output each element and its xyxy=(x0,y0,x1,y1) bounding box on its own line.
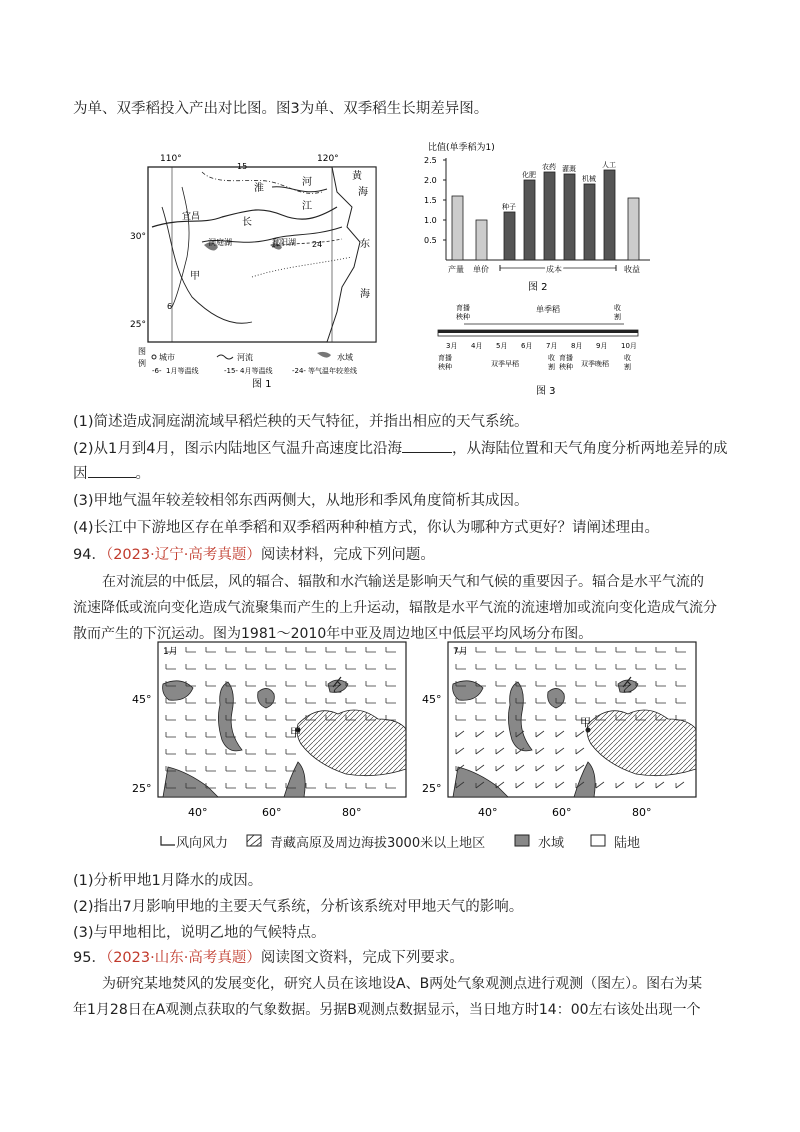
place-hai-1: 海 xyxy=(358,187,368,198)
month-label: 7月 xyxy=(546,342,558,350)
legend-land: 陆地 xyxy=(614,836,641,851)
legend-annual: 等气温年较差线 xyxy=(308,367,357,375)
jan-lon-40: 40° xyxy=(188,806,208,819)
jan-lon-60: 60° xyxy=(262,806,282,819)
jul-lon-80: 80° xyxy=(632,806,652,819)
q93-1: (1)简述造成洞庭湖流域早稻烂秧的天气特征，并指出相应的天气系统。 xyxy=(73,414,529,430)
lat-label-30: 30° xyxy=(130,232,146,242)
q95-header: 95．（2023·山东·高考真题）阅读图文资料，完成下列要求。 xyxy=(73,950,464,966)
legend-code-24: -24- xyxy=(292,367,306,375)
double-sow1-2: 秧种 xyxy=(438,363,452,371)
month-label: 5月 xyxy=(496,342,508,350)
single-sow-2: 秧种 xyxy=(456,313,470,321)
month-label: 10月 xyxy=(621,342,637,350)
legend-plateau: 青藏高原及周边海拔3000米以上地区 xyxy=(270,836,486,851)
q94-q2: (2)指出7月影响甲地的主要天气系统，分析该系统对甲地天气的影响。 xyxy=(73,899,524,915)
place-chang: 长 xyxy=(242,217,252,228)
figure-1-map xyxy=(130,147,392,390)
bar-label: 化肥 xyxy=(522,171,536,179)
place-dong: 东 xyxy=(360,239,370,250)
q93-2: (2)从1月到4月，图示内陆地区气温升高速度比沿海 ，从海陆位置和天气角度分析两地差异的成 xyxy=(73,441,728,457)
bar-label: 机械 xyxy=(582,175,596,183)
lon-label-120: 120° xyxy=(317,154,339,164)
double-sow1-1: 育播 xyxy=(438,354,452,362)
q93-3: (3)甲地气温年较差较相邻东西两侧大，从地形和季风角度简析其成因。 xyxy=(73,493,529,509)
jan-lon-80: 80° xyxy=(342,806,362,819)
q93-2b: 因 。 xyxy=(73,466,150,482)
place-dongting: 洞庭湖 xyxy=(208,238,232,247)
chart-bar xyxy=(604,170,615,260)
legend-code-6: -6- xyxy=(152,367,162,375)
wind-barb-icon xyxy=(161,836,175,845)
y-tick-label: 1.5 xyxy=(424,196,437,205)
x-label-price: 单价 xyxy=(473,265,489,274)
place-hai-2: 海 xyxy=(360,289,370,300)
jan-lat-25: 25° xyxy=(132,782,152,795)
chart-bar xyxy=(476,220,487,260)
legend-jan: 1月等温线 xyxy=(166,367,199,375)
figure-3-caption: 图 3 xyxy=(536,386,556,397)
single-sow-1: 育播 xyxy=(456,304,470,312)
map-jul-label: 7月 xyxy=(453,647,468,657)
jul-lat-25: 25° xyxy=(422,782,442,795)
map-legend xyxy=(158,832,678,852)
q94-para-1: 在对流层的中低层，风的辐合、辐散和水汽输送是影响天气和气候的重要因子。辐合是水平气流的 xyxy=(102,574,704,590)
legend-wind: 风向风力 xyxy=(176,836,229,851)
chart-bar xyxy=(584,184,595,260)
q94-header: 94．（2023·辽宁·高考真题）阅读材料，完成下列问题。 xyxy=(73,547,435,563)
jul-lon-60: 60° xyxy=(552,806,572,819)
q95-source: （2023·山东·高考真题） xyxy=(105,950,261,966)
double-harvest2-1: 收 xyxy=(624,354,631,362)
y-tick-label: 0.5 xyxy=(424,236,437,245)
x-label-cost: 成本 xyxy=(546,265,562,274)
figure-2-caption: 图 2 xyxy=(528,282,548,293)
month-label: 9月 xyxy=(596,342,608,350)
intro-text: 为单、双季稻投入产出对比图。图3为单、双季稻生长期差异图。 xyxy=(73,101,489,117)
q94-q1: (1)分析甲地1月降水的成因。 xyxy=(73,873,263,889)
q93-4: (4)长江中下游地区存在单季稻和双季稻两种种植方式，你认为哪种方式更好？请阐述理由。 xyxy=(73,520,660,536)
place-huai: 淮 xyxy=(254,183,264,194)
legend-water: 水域 xyxy=(337,353,353,362)
double-sow2-2: 秧种 xyxy=(559,363,573,371)
month-label: 4月 xyxy=(471,342,483,350)
map-jan-label: 1月 xyxy=(163,647,178,657)
legend-apr: 4月等温线 xyxy=(240,367,273,375)
bar-label: 农药 xyxy=(542,163,556,171)
place-yichang: 宜昌 xyxy=(182,212,201,222)
place-jia: 甲 xyxy=(190,271,200,282)
chart-bar xyxy=(544,172,555,260)
month-label: 3月 xyxy=(446,342,458,350)
q95-para-2: 年1月28日在A观测点获取的气象数据。另据B观测点数据显示，当日地方时14：00左右该处出现一个 xyxy=(73,1002,701,1018)
bar-label: 种子 xyxy=(502,203,516,211)
double-early: 双季早稻 xyxy=(491,360,519,368)
jul-lon-40: 40° xyxy=(478,806,498,819)
water-swatch-icon xyxy=(514,834,530,848)
place-he: 河 xyxy=(302,177,312,188)
double-harvest1-2: 割 xyxy=(548,363,555,371)
legend-river: 河流 xyxy=(237,353,253,362)
y-tick-label: 2.0 xyxy=(424,176,437,185)
single-harvest-2: 割 xyxy=(614,313,621,321)
place-poyang: 鄱阳湖 xyxy=(272,238,296,247)
single-label: 单季稻 xyxy=(536,305,560,314)
bar-label: 灌溉 xyxy=(562,165,576,173)
jul-place-jia: 甲 xyxy=(580,716,591,729)
chart-bar xyxy=(504,212,515,260)
x-label-income: 收益 xyxy=(624,265,640,274)
y-tick-label: 2.5 xyxy=(424,156,437,165)
month-label: 8月 xyxy=(571,342,583,350)
figure-3-timeline xyxy=(436,300,646,400)
river-icon xyxy=(217,355,233,359)
figure-2-chart xyxy=(418,140,658,300)
chart-ylabel: 比值(单季稻为1) xyxy=(428,143,495,153)
legend-water: 水域 xyxy=(538,836,565,851)
jan-place-jia: 甲 xyxy=(290,726,301,739)
x-label-yield: 产量 xyxy=(448,265,464,274)
iso-label-6: 6 xyxy=(167,302,173,311)
iso-label-24: 24 xyxy=(312,240,323,249)
jan-place-yi: 乙 xyxy=(333,685,343,695)
place-jiang: 江 xyxy=(302,201,312,212)
figure-1-caption: 图 1 xyxy=(252,379,272,390)
double-late: 双季晚稻 xyxy=(581,360,609,368)
iso-label-15: 15 xyxy=(237,162,248,171)
month-label: 6月 xyxy=(521,342,533,350)
q94-source: （2023·辽宁·高考真题） xyxy=(105,547,261,563)
chart-bar xyxy=(452,196,463,260)
lon-label-110: 110° xyxy=(160,154,182,164)
legend-code-15: -15- xyxy=(224,367,238,375)
double-sow2-1: 育播 xyxy=(559,354,573,362)
legend-city: 城市 xyxy=(159,353,175,362)
water-icon xyxy=(317,352,331,358)
plateau-hatch-icon xyxy=(246,834,262,848)
y-tick-label: 1.0 xyxy=(424,216,437,225)
chart-bar xyxy=(564,174,575,260)
jan-lat-45: 45° xyxy=(132,693,152,706)
double-harvest1-1: 收 xyxy=(548,354,555,362)
bar-label: 人工 xyxy=(602,161,616,169)
double-harvest2-2: 割 xyxy=(624,363,631,371)
q94-q3: (3)与甲地相比，说明乙地的气候特点。 xyxy=(73,925,326,941)
lat-label-25: 25° xyxy=(130,320,146,330)
single-harvest-1: 收 xyxy=(614,304,621,312)
q94-para-3: 散而产生的下沉运动。图为1981～2010年中亚及周边地区中低层平均风场分布图。 xyxy=(73,626,593,642)
land-swatch-icon xyxy=(590,834,606,848)
legend-head-1: 图 xyxy=(138,347,146,356)
chart-bar xyxy=(628,198,639,260)
wind-field-maps xyxy=(130,640,670,820)
jul-place-yi: 乙 xyxy=(623,685,633,695)
jul-lat-45: 45° xyxy=(422,693,442,706)
chart-bar xyxy=(524,180,535,260)
q94-para-2: 流速降低或流向变化造成气流聚集而产生的上升运动，辐散是水平气流的流速增加或流向变化造成气流分 xyxy=(73,600,717,616)
legend-head-2: 例 xyxy=(138,359,146,368)
place-huang: 黄 xyxy=(352,171,362,182)
city-icon xyxy=(152,355,156,359)
q95-para-1: 为研究某地焚风的发展变化，研究人员在该地设A、B两处气象观测点进行观测（图左）。图右为某 xyxy=(102,976,703,992)
